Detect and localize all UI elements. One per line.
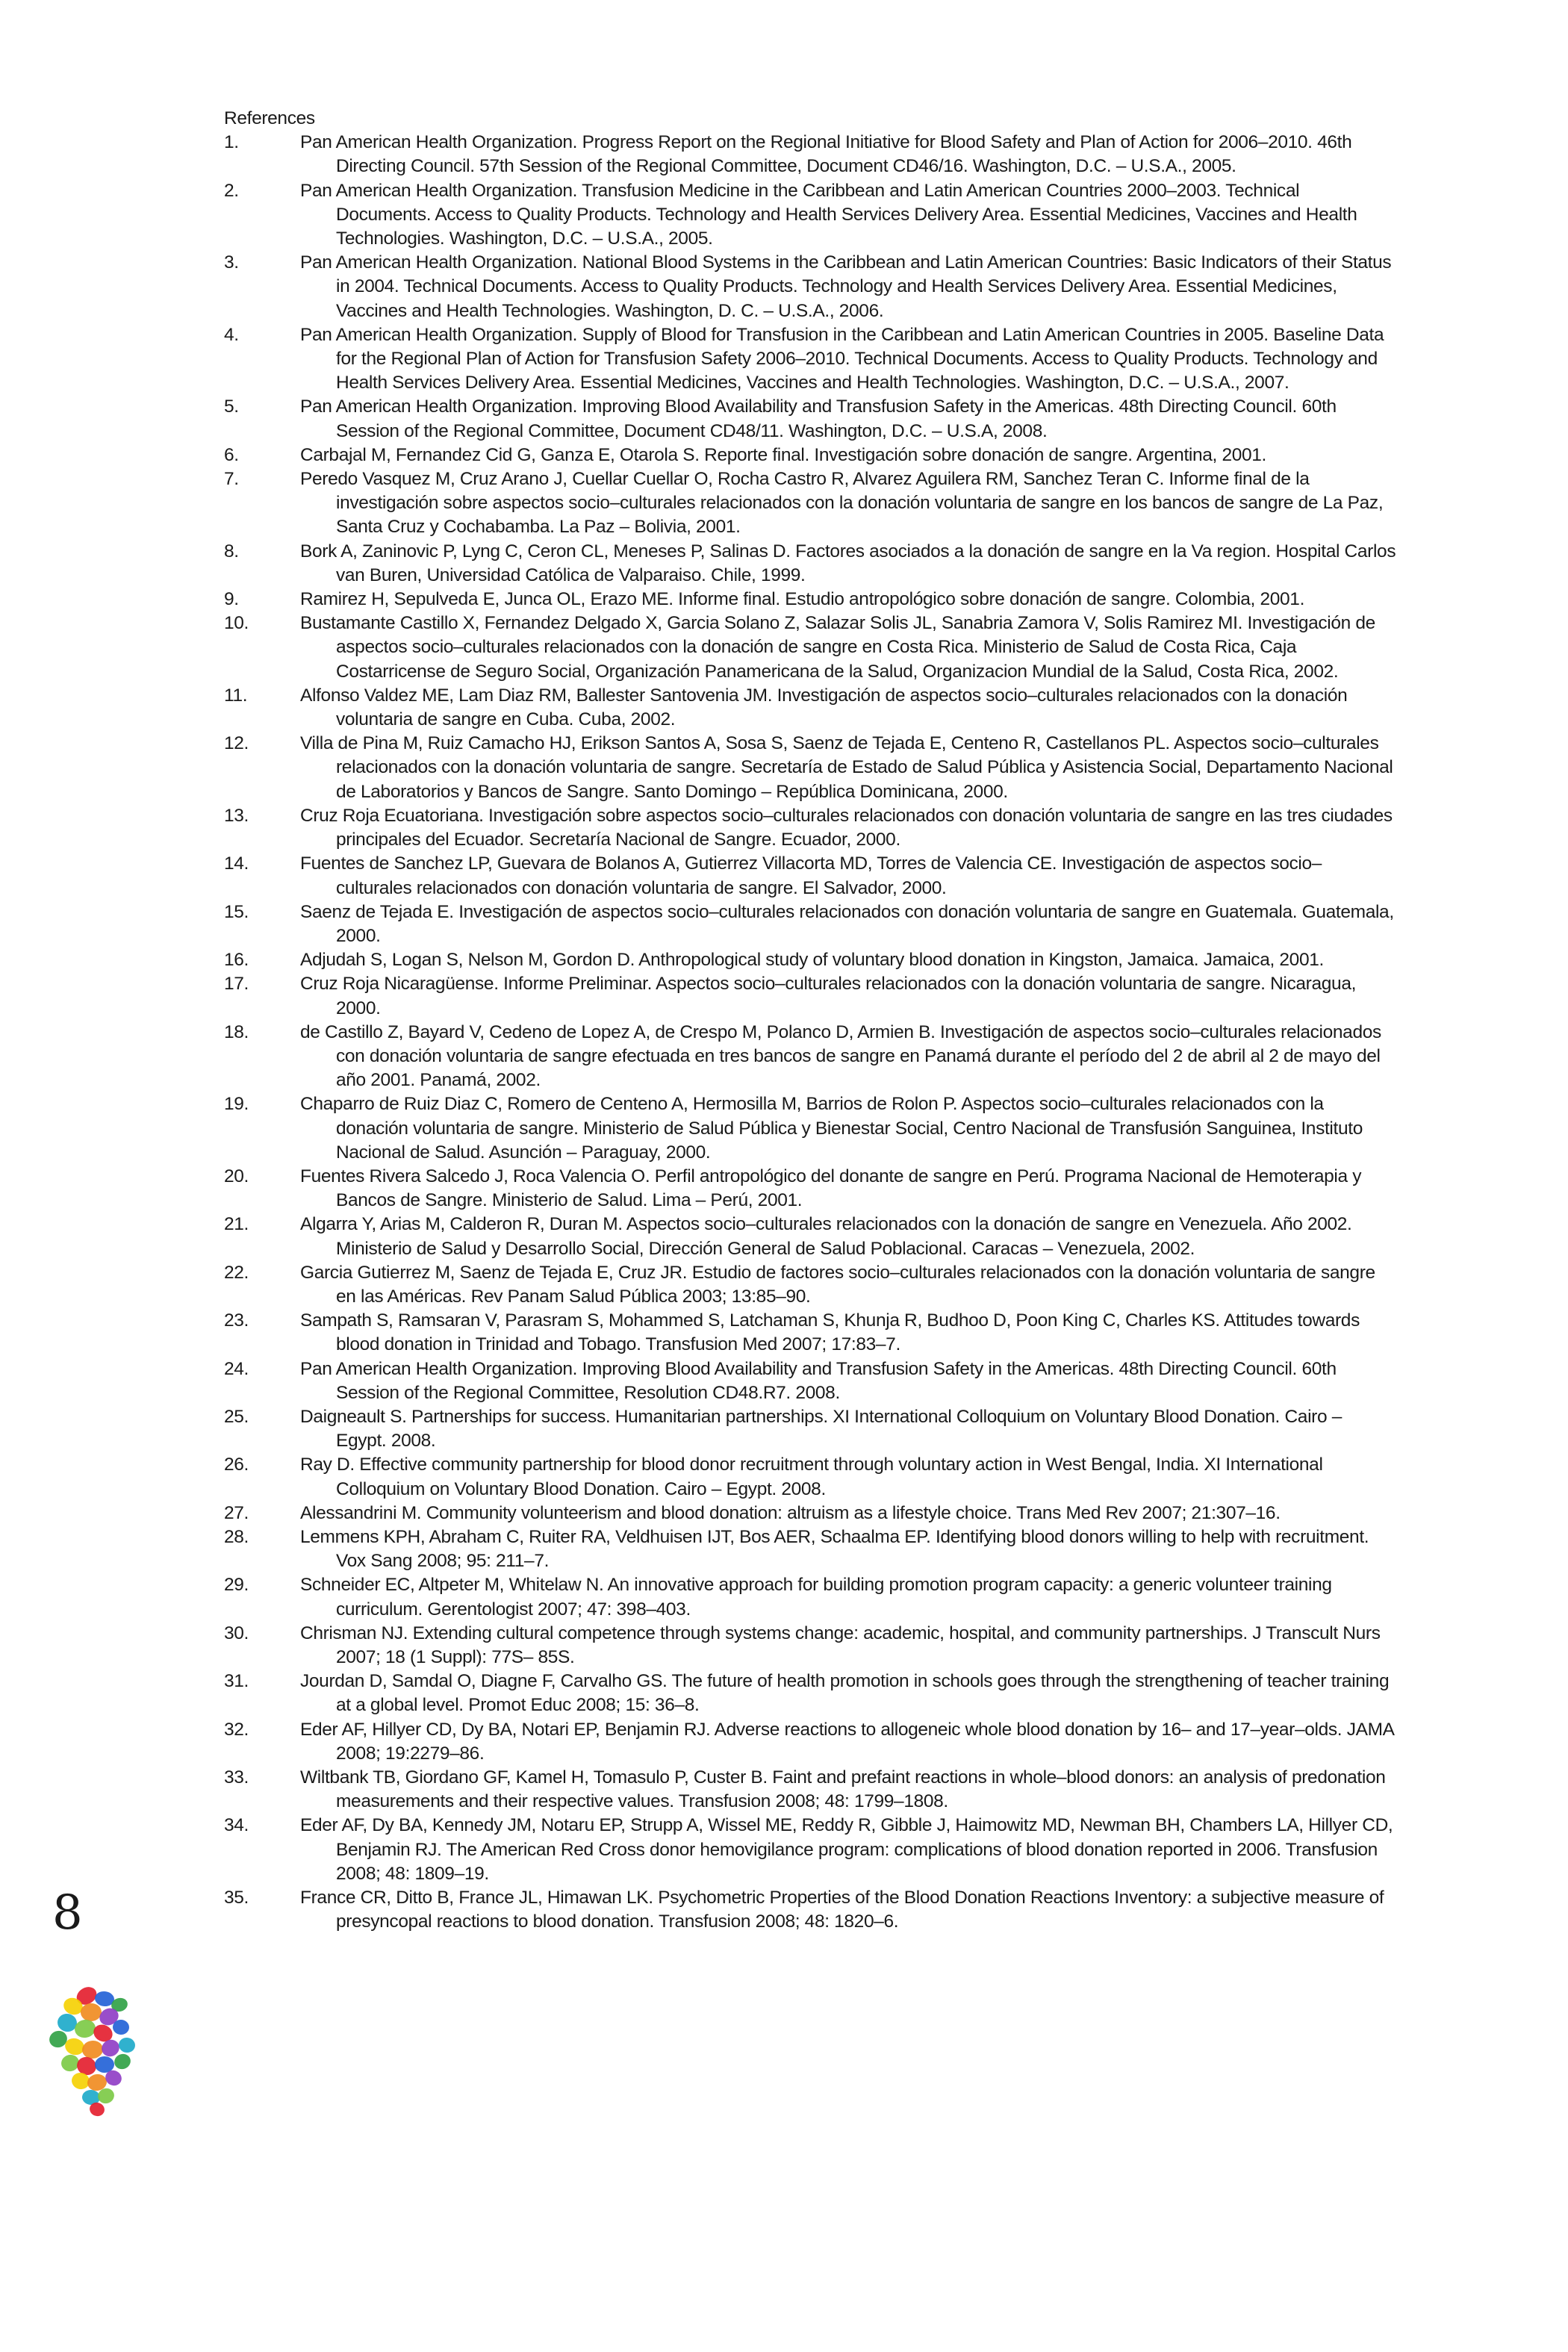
reference-text: Jourdan D, Samdal O, Diagne F, Carvalho GS. The future of health promotion in schools goes through the strengthening of teacher training at a global level. Promot Educ 2008; 15: 36–8. xyxy=(300,1671,1390,1716)
reference-text: Fuentes de Sanchez LP, Guevara de Bolanos A, Gutierrez Villacorta MD, Torres de Valencia CE. Investigación de aspectos socio–culturales relacionados con donación voluntaria de sangre. El Salvador, 2000. xyxy=(300,853,1322,898)
logo-piece xyxy=(118,2037,137,2054)
reference-item xyxy=(224,1814,1396,1886)
reference-text: Fuentes Rivera Salcedo J, Roca Valencia O. Perfil antropológico del donante de sangre en Perú. Programa Nacional de Hemoterapia y Bancos de Sangre. Ministerio de Salud. Lima – Perú, 2001. xyxy=(300,1166,1362,1211)
reference-number: 13. xyxy=(224,805,249,826)
reference-text: Bustamante Castillo X, Fernandez Delgado X, Garcia Solano Z, Salazar Solis JL, Sanabria Zamora V, Solis Ramirez MI. Investigación de aspectos socio–culturales relacionados con la donación de sangre en Costa Rica. Ministerio de Salud de Costa Rica, Caja Costarricense de Seguro Social, Organización Panamericana de la Salud, Organizacion Mundial de la Salud, Costa Rica, 2002. xyxy=(300,613,1375,682)
reference-number: 34. xyxy=(224,1815,249,1836)
reference-text: Schneider EC, Altpeter M, Whitelaw N. An innovative approach for building promotion program capacity: a generic volunteer training curriculum. Gerentologist 2007; 47: 398–403. xyxy=(300,1575,1332,1620)
reference-text: Eder AF, Hillyer CD, Dy BA, Notari EP, Benjamin RJ. Adverse reactions to allogeneic whole blood donation by 16– and 17–year–olds. JAMA 2008; 19:2279–86. xyxy=(300,1719,1394,1764)
reference-item xyxy=(224,179,1396,252)
reference-number: 4. xyxy=(224,324,239,345)
reference-number: 29. xyxy=(224,1575,249,1596)
reference-number: 3. xyxy=(224,252,239,273)
reference-text: Alessandrini M. Community volunteerism and blood donation: altruism as a lifestyle choice. Trans Med Rev 2007; 21:307–16. xyxy=(300,1502,1281,1523)
reference-text: Cruz Roja Ecuatoriana. Investigación sobre aspectos socio–culturales relacionados con donación voluntaria de sangre en las tres ciudades principales del Ecuador. Secretaría Nacional de Sangre. Ecuador, 2000. xyxy=(300,805,1393,850)
reference-item xyxy=(224,732,1396,804)
reference-number: 8. xyxy=(224,541,239,561)
reference-item xyxy=(224,1453,1396,1501)
reference-number: 30. xyxy=(224,1623,249,1643)
reference-text: Sampath S, Ramsaran V, Parasram S, Mohammed S, Latchaman S, Khunja R, Budhoo D, Poon King C, Charles KS. Attitudes towards blood donation in Trinidad and Tobago. Transfusion Med 2007; 17:83–7. xyxy=(300,1310,1360,1355)
reference-text: Wiltbank TB, Giordano GF, Kamel H, Tomasulo P, Custer B. Faint and prefaint reactions in whole–blood donors: an analysis of predonation measurements and their respective values. Transfusion 2008; 48: 1799–1808. xyxy=(300,1767,1386,1812)
reference-number: 26. xyxy=(224,1455,249,1475)
reference-item xyxy=(224,612,1396,684)
reference-number: 20. xyxy=(224,1166,249,1186)
reference-number: 35. xyxy=(224,1888,249,1908)
reference-text: Pan American Health Organization. Supply of Blood for Transfusion in the Caribbean and Latin American Countries in 2005. Baseline Data for the Regional Plan of Action for Transfusion Safety 2006–2010. Technical Documents. Access to Quality Products. Technology and Health Services Delivery Area. Essential Medicines, Vaccines and Health Technologies. Washington, D.C. – U.S.A., 2007. xyxy=(300,324,1384,393)
reference-text: Peredo Vasquez M, Cruz Arano J, Cuellar Cuellar O, Rocha Castro R, Alvarez Aguilera RM, Sanchez Teran C. Informe final de la investigación sobre aspectos socio–culturales relacionados con la donación voluntaria de sangre en los bancos de sangre de La Paz, Santa Cruz y Cochabamba. La Paz – Bolivia, 2001. xyxy=(300,469,1384,538)
reference-text: Garcia Gutierrez M, Saenz de Tejada E, Cruz JR. Estudio de factores socio–culturales relacionados con la donación voluntaria de sangre en las Américas. Rev Panam Salud Pública 2003; 13:85–90. xyxy=(300,1262,1375,1307)
reference-text: Chaparro de Ruiz Diaz C, Romero de Centeno A, Hermosilla M, Barrios de Rolon P. Aspectos socio–culturales relacionados con la donación voluntaria de sangre. Ministerio de Salud Pública y Bienestar Social, Centro Nacional de Transfusión Sanguinea, Instituto Nacional de Salud. Asunción – Paraguay, 2000. xyxy=(300,1094,1363,1163)
reference-number: 27. xyxy=(224,1502,249,1523)
reference-item xyxy=(224,1021,1396,1093)
references-heading: References xyxy=(224,108,315,128)
reference-text: de Castillo Z, Bayard V, Cedeno de Lopez A, de Crespo M, Polanco D, Armien B. Investigación de aspectos socio–culturales relacionados con donación voluntaria de sangre efectuada en tres bancos de sangre en Panamá durante el período del 2 de abril al 2 de mayo del año 2001. Panamá, 2002. xyxy=(300,1021,1381,1091)
reference-item xyxy=(224,1309,1396,1357)
reference-number: 1. xyxy=(224,132,239,153)
reference-item xyxy=(224,948,1396,972)
reference-item xyxy=(224,1502,1396,1525)
reference-text: Lemmens KPH, Abraham C, Ruiter RA, Veldhuisen IJT, Bos AER, Schaalma EP. Identifying blood donors willing to help with recruitment. Vox Sang 2008; 95: 211–7. xyxy=(300,1526,1369,1572)
reference-item xyxy=(224,900,1396,948)
reference-item xyxy=(224,1718,1396,1766)
logo-piece xyxy=(81,2003,102,2022)
reference-item xyxy=(224,1261,1396,1309)
reference-item xyxy=(224,1525,1396,1573)
reference-number: 32. xyxy=(224,1719,249,1740)
reference-item xyxy=(224,131,1396,178)
reference-text: Chrisman NJ. Extending cultural competence through systems change: academic, hospital, and community partnerships. J Transcult Nurs 2007; 18 (1 Suppl): 77S– 85S. xyxy=(300,1623,1381,1667)
reference-number: 23. xyxy=(224,1310,249,1331)
reference-item xyxy=(224,1092,1396,1165)
reference-number: 22. xyxy=(224,1262,249,1283)
reference-text: Saenz de Tejada E. Investigación de aspectos socio–culturales relacionados con donación voluntaria de sangre en Guatemala. Guatemala, 2000. xyxy=(300,901,1394,946)
reference-item xyxy=(224,804,1396,852)
reference-item xyxy=(224,1165,1396,1213)
reference-number: 25. xyxy=(224,1406,249,1427)
reference-item xyxy=(224,323,1396,396)
reference-number: 2. xyxy=(224,180,239,201)
reference-item xyxy=(224,852,1396,900)
reference-text: Eder AF, Dy BA, Kennedy JM, Notaru EP, Strupp A, Wissel ME, Reddy R, Gibble J, Haimowitz MD, Newman BH, Chambers LA, Hillyer CD, Benjamin RJ. The American Red Cross donor hemovigilance program: complications of blood donation reported in 2006. Transfusion 2008; 48: 1809–19. xyxy=(300,1815,1393,1884)
reference-item xyxy=(224,1213,1396,1260)
reference-text: Daigneault S. Partnerships for success. Humanitarian partnerships. XI International Colloquium on Voluntary Blood Donation. Cairo – Egypt. 2008. xyxy=(300,1406,1342,1452)
reference-number: 24. xyxy=(224,1358,249,1379)
reference-item xyxy=(224,395,1396,443)
reference-text: Algarra Y, Arias M, Calderon R, Duran M. Aspectos socio–culturales relacionados con la donación de sangre en Venezuela. Año 2002. Ministerio de Salud y Desarrollo Social, Dirección General de Salud Poblacional. Caracas – Venezuela, 2002. xyxy=(300,1214,1352,1259)
logo-piece xyxy=(81,2040,104,2060)
reference-item xyxy=(224,1886,1396,1934)
reference-item xyxy=(224,467,1396,540)
reference-text: Cruz Roja Nicaragüense. Informe Preliminar. Aspectos socio–culturales relacionados con la donación voluntaria de sangre. Nicaragua, 2000. xyxy=(300,974,1357,1018)
reference-text: Pan American Health Organization. Improving Blood Availability and Transfusion Safety in the Americas. 48th Directing Council. 60th Session of the Regional Committee, Document CD48/11. Washington, D.C. – U.S.A, 2008. xyxy=(300,396,1337,441)
reference-text: Ray D. Effective community partnership for blood donor recruitment through voluntary action in West Bengal, India. XI International Colloquium on Voluntary Blood Donation. Cairo – Egypt. 2008. xyxy=(300,1455,1323,1499)
reference-text: Pan American Health Organization. Progress Report on the Regional Initiative for Blood Safety and Plan of Action for 2006–2010. 46th Directing Council. 57th Session of the Regional Committee, Document CD46/16. Washington, D.C. – U.S.A., 2005. xyxy=(300,132,1352,177)
reference-number: 19. xyxy=(224,1094,249,1115)
reference-number: 14. xyxy=(224,853,249,874)
reference-text: Ramirez H, Sepulveda E, Junca OL, Erazo ME. Informe final. Estudio antropológico sobre donación de sangre. Colombia, 2001. xyxy=(300,589,1305,610)
reference-number: 9. xyxy=(224,589,239,610)
reference-number: 17. xyxy=(224,974,249,995)
reference-number: 33. xyxy=(224,1767,249,1788)
reference-number: 5. xyxy=(224,396,239,417)
reference-number: 15. xyxy=(224,901,249,922)
reference-number: 10. xyxy=(224,613,249,634)
references-section xyxy=(224,107,1396,1934)
reference-number: 11. xyxy=(224,685,248,706)
reference-text: Pan American Health Organization. National Blood Systems in the Caribbean and Latin American Countries: Basic Indicators of their Status in 2004. Technical Documents. Access to Quality Products. Technology and Health Services Delivery Area. Essential Medicines, Vaccines and Health Technologies. Washington, D. C. – U.S.A., 2006. xyxy=(300,252,1392,321)
reference-number: 6. xyxy=(224,444,239,465)
reference-text: Pan American Health Organization. Transfusion Medicine in the Caribbean and Latin American Countries 2000–2003. Technical Documents. Access to Quality Products. Technology and Health Services Delivery Area. Essential Medicines, Vaccines and Health Technologies. Washington, D.C. – U.S.A., 2005. xyxy=(300,180,1357,249)
reference-text: Carbajal M, Fernandez Cid G, Ganza E, Otarola S. Reporte final. Investigación sobre donación de sangre. Argentina, 2001. xyxy=(300,444,1267,465)
reference-text: France CR, Ditto B, France JL, Himawan LK. Psychometric Properties of the Blood Donation Reactions Inventory: a subjective measure of presyncopal reactions to blood donation. Transfusion 2008; 48: 1820–6. xyxy=(300,1888,1384,1932)
reference-number: 18. xyxy=(224,1021,249,1042)
reference-item xyxy=(224,1405,1396,1453)
reference-number: 21. xyxy=(224,1214,249,1235)
reference-item xyxy=(224,540,1396,588)
reference-text: Pan American Health Organization. Improving Blood Availability and Transfusion Safety in the Americas. 48th Directing Council. 60th Session of the Regional Committee, Resolution CD48.R7. 2008. xyxy=(300,1358,1337,1403)
reference-text: Alfonso Valdez ME, Lam Diaz RM, Ballester Santovenia JM. Investigación de aspectos socio–culturales relacionados con la donación voluntaria de sangre en Cuba. Cuba, 2002. xyxy=(300,685,1348,730)
reference-number: 7. xyxy=(224,469,239,490)
reference-item xyxy=(224,684,1396,732)
reference-item xyxy=(224,1357,1396,1405)
reference-text: Villa de Pina M, Ruiz Camacho HJ, Erikson Santos A, Sosa S, Saenz de Tejada E, Centeno R, Castellanos PL. Aspectos socio–culturales relacionados con la donación voluntaria de sangre. Secretaría de Estado de Salud Pública y Asistencia Social, Departamento Nacional de Laboratorios y Bancos de Sangre. Santo Domingo – República Dominicana, 2000. xyxy=(300,733,1393,802)
reference-item xyxy=(224,1622,1396,1670)
reference-text: Adjudah S, Logan S, Nelson M, Gordon D. Anthropological study of voluntary blood donation in Kingston, Jamaica. Jamaica, 2001. xyxy=(300,950,1324,971)
reference-item xyxy=(224,972,1396,1020)
americas-map-puzzle-logo-icon xyxy=(28,1982,170,2124)
reference-item xyxy=(224,444,1396,467)
page-number: 8 xyxy=(52,1885,83,1941)
reference-text: Bork A, Zaninovic P, Lyng C, Ceron CL, Meneses P, Salinas D. Factores asociados a la donación de sangre en la Va region. Hospital Carlos van Buren, Universidad Católica de Valparaiso. Chile, 1999. xyxy=(300,541,1396,585)
reference-number: 16. xyxy=(224,950,249,971)
reference-item xyxy=(224,588,1396,612)
reference-item xyxy=(224,251,1396,323)
reference-item xyxy=(224,1670,1396,1717)
reference-item xyxy=(224,1573,1396,1621)
reference-number: 31. xyxy=(224,1671,249,1692)
logo-piece xyxy=(95,2056,114,2073)
reference-number: 12. xyxy=(224,733,249,754)
logo-piece xyxy=(73,2018,97,2040)
reference-number: 28. xyxy=(224,1526,249,1547)
reference-list xyxy=(224,131,1396,1934)
reference-item xyxy=(224,1766,1396,1814)
